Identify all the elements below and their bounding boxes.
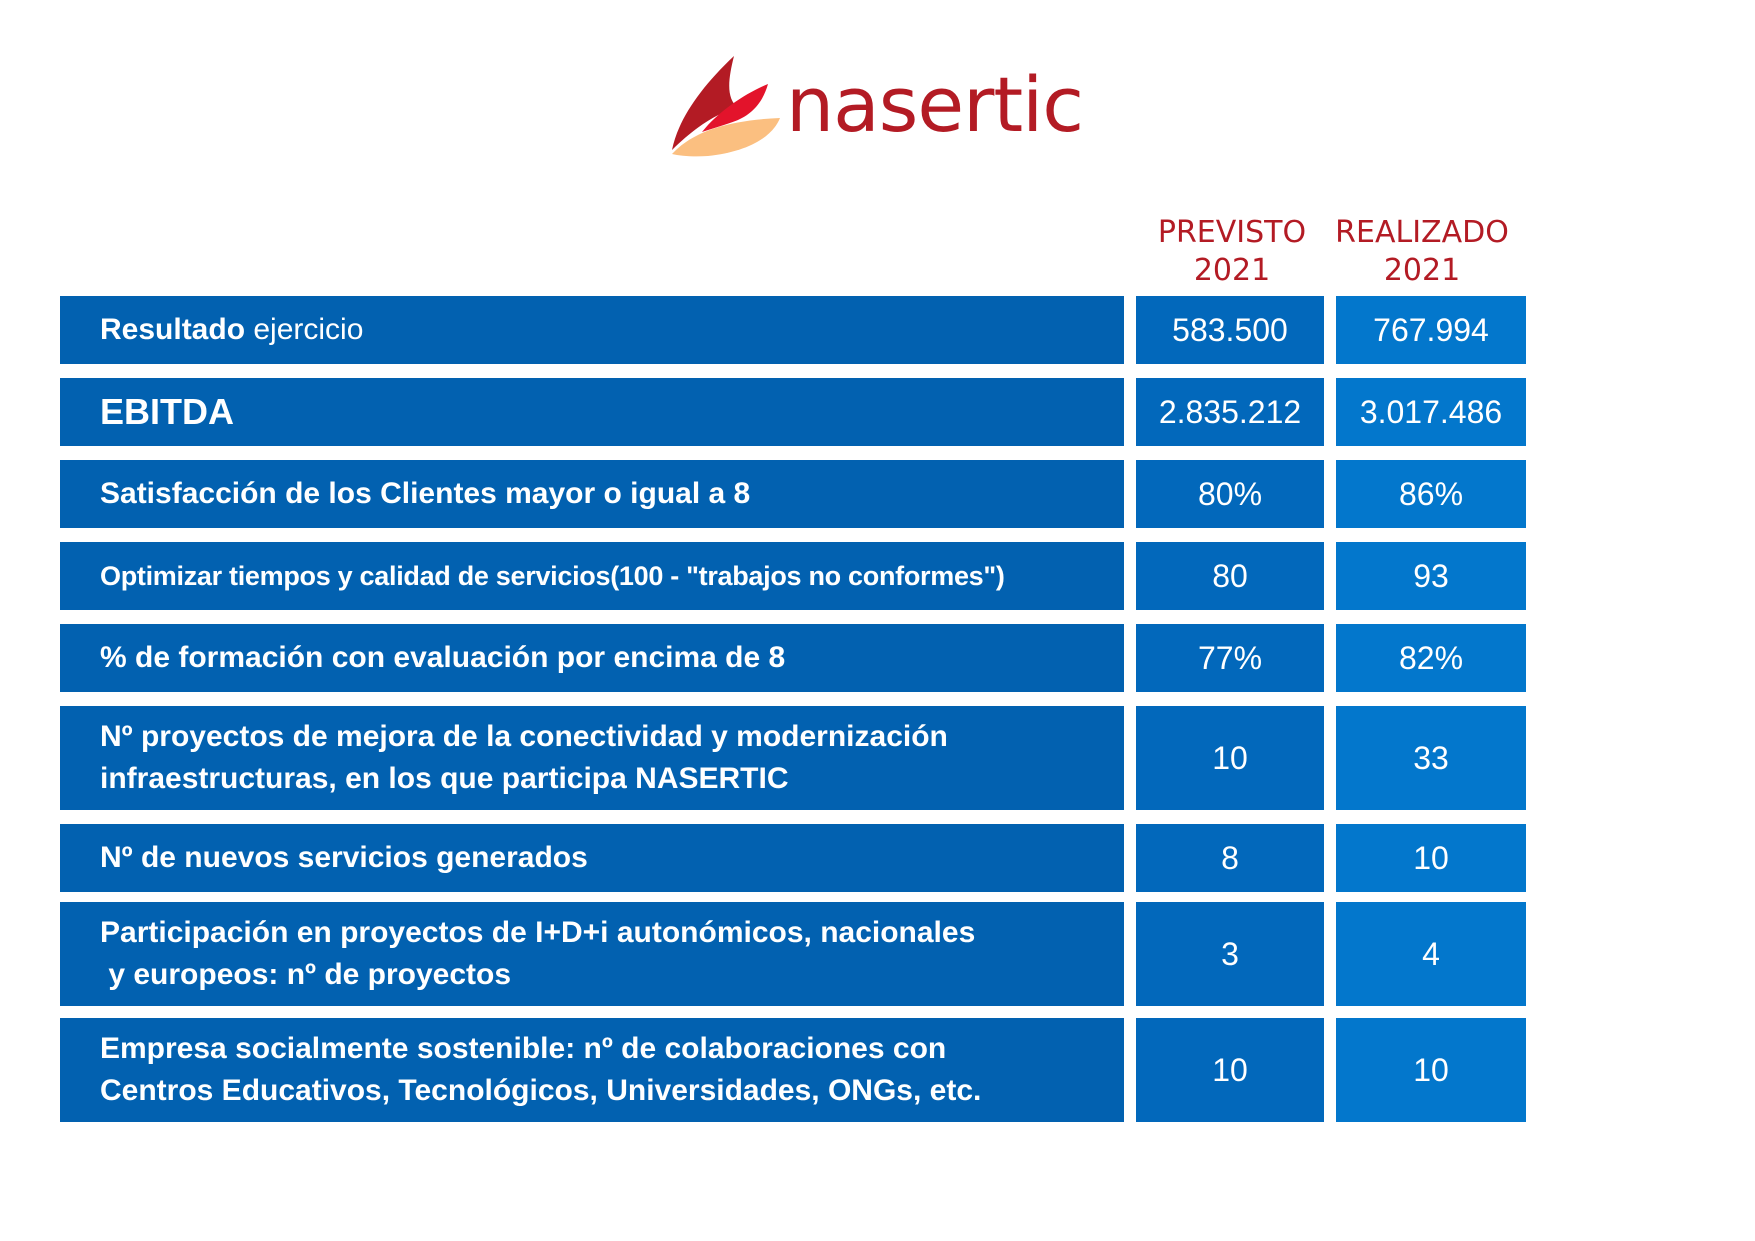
table-row-ebitda: [60, 378, 1526, 446]
logo-wordmark: nasertic: [786, 60, 1084, 149]
value-realizado: 767.994: [1336, 296, 1526, 364]
value-realizado: 82%: [1336, 624, 1526, 692]
row-label-bold: Nº de nuevos servicios generados: [100, 841, 588, 874]
row-label-bold: Resultado: [100, 313, 246, 346]
value-realizado: 86%: [1336, 460, 1526, 528]
nasertic-logo: [668, 50, 1088, 160]
row-label-bold: Optimizar tiempos y calidad de servicios(100 - "trabajos no conformes"): [100, 561, 1005, 591]
column-header-previsto-line2: 2021: [1193, 253, 1271, 288]
row-label-line1: Nº proyectos de mejora de la conectividad y modernización: [100, 720, 948, 753]
column-header-realizado-line1: REALIZADO: [1335, 215, 1509, 250]
value-previsto: 583.500: [1136, 296, 1324, 364]
value-previsto: 2.835.212: [1136, 378, 1324, 446]
value-realizado: 10: [1336, 824, 1526, 892]
row-label-line2: Centros Educativos, Tecnológicos, Universidades, ONGs, etc.: [100, 1074, 982, 1107]
row-label-bold: % de formación con evaluación por encima de 8: [100, 641, 786, 674]
column-header-realizado-line2: 2021: [1383, 253, 1461, 288]
value-previsto: 80: [1136, 542, 1324, 610]
column-header-realizado: [1322, 214, 1522, 290]
nasertic-logo-icon: [668, 50, 788, 160]
row-label-line1: Empresa socialmente sostenible: nº de colaboraciones con: [100, 1032, 947, 1065]
row-label-line2: infraestructuras, en los que participa NASERTIC: [100, 762, 789, 795]
table-row-proyectos-conectividad: [60, 706, 1526, 810]
table-row-idi: [60, 902, 1526, 1006]
row-label-bold: EBITDA: [100, 391, 234, 432]
row-label-line2: y europeos: nº de proyectos: [100, 958, 512, 991]
value-previsto: 80%: [1136, 460, 1324, 528]
table-row-formacion: [60, 624, 1526, 692]
value-previsto: 10: [1136, 706, 1324, 810]
table-row-nuevos-servicios: [60, 824, 1526, 892]
table-row-satisfaccion: [60, 460, 1526, 528]
table-row-resultado: [60, 296, 1526, 364]
table-row-sostenible: [60, 1018, 1526, 1122]
row-label: [60, 824, 1124, 892]
row-label: [60, 902, 1124, 1006]
value-previsto: 10: [1136, 1018, 1324, 1122]
value-realizado: 10: [1336, 1018, 1526, 1122]
row-label-line1: Participación en proyectos de I+D+i autonómicos, nacionales: [100, 916, 976, 949]
row-label: [60, 624, 1124, 692]
column-header-previsto: [1132, 214, 1332, 290]
row-label-normal: ejercicio: [245, 313, 364, 346]
value-previsto: 8: [1136, 824, 1324, 892]
value-realizado: 33: [1336, 706, 1526, 810]
value-previsto: 3: [1136, 902, 1324, 1006]
column-header-previsto-line1: PREVISTO: [1157, 215, 1307, 250]
row-label: [60, 706, 1124, 810]
table-row-optimizar: [60, 542, 1526, 610]
value-realizado: 4: [1336, 902, 1526, 1006]
row-label-bold: Satisfacción de los Clientes mayor o igual a 8: [100, 477, 751, 510]
value-previsto: 77%: [1136, 624, 1324, 692]
value-realizado: 93: [1336, 542, 1526, 610]
value-realizado: 3.017.486: [1336, 378, 1526, 446]
row-label: [60, 460, 1124, 528]
row-label: [60, 378, 1124, 446]
row-label: [60, 296, 1124, 364]
row-label: [60, 1018, 1124, 1122]
row-label: [60, 542, 1124, 610]
